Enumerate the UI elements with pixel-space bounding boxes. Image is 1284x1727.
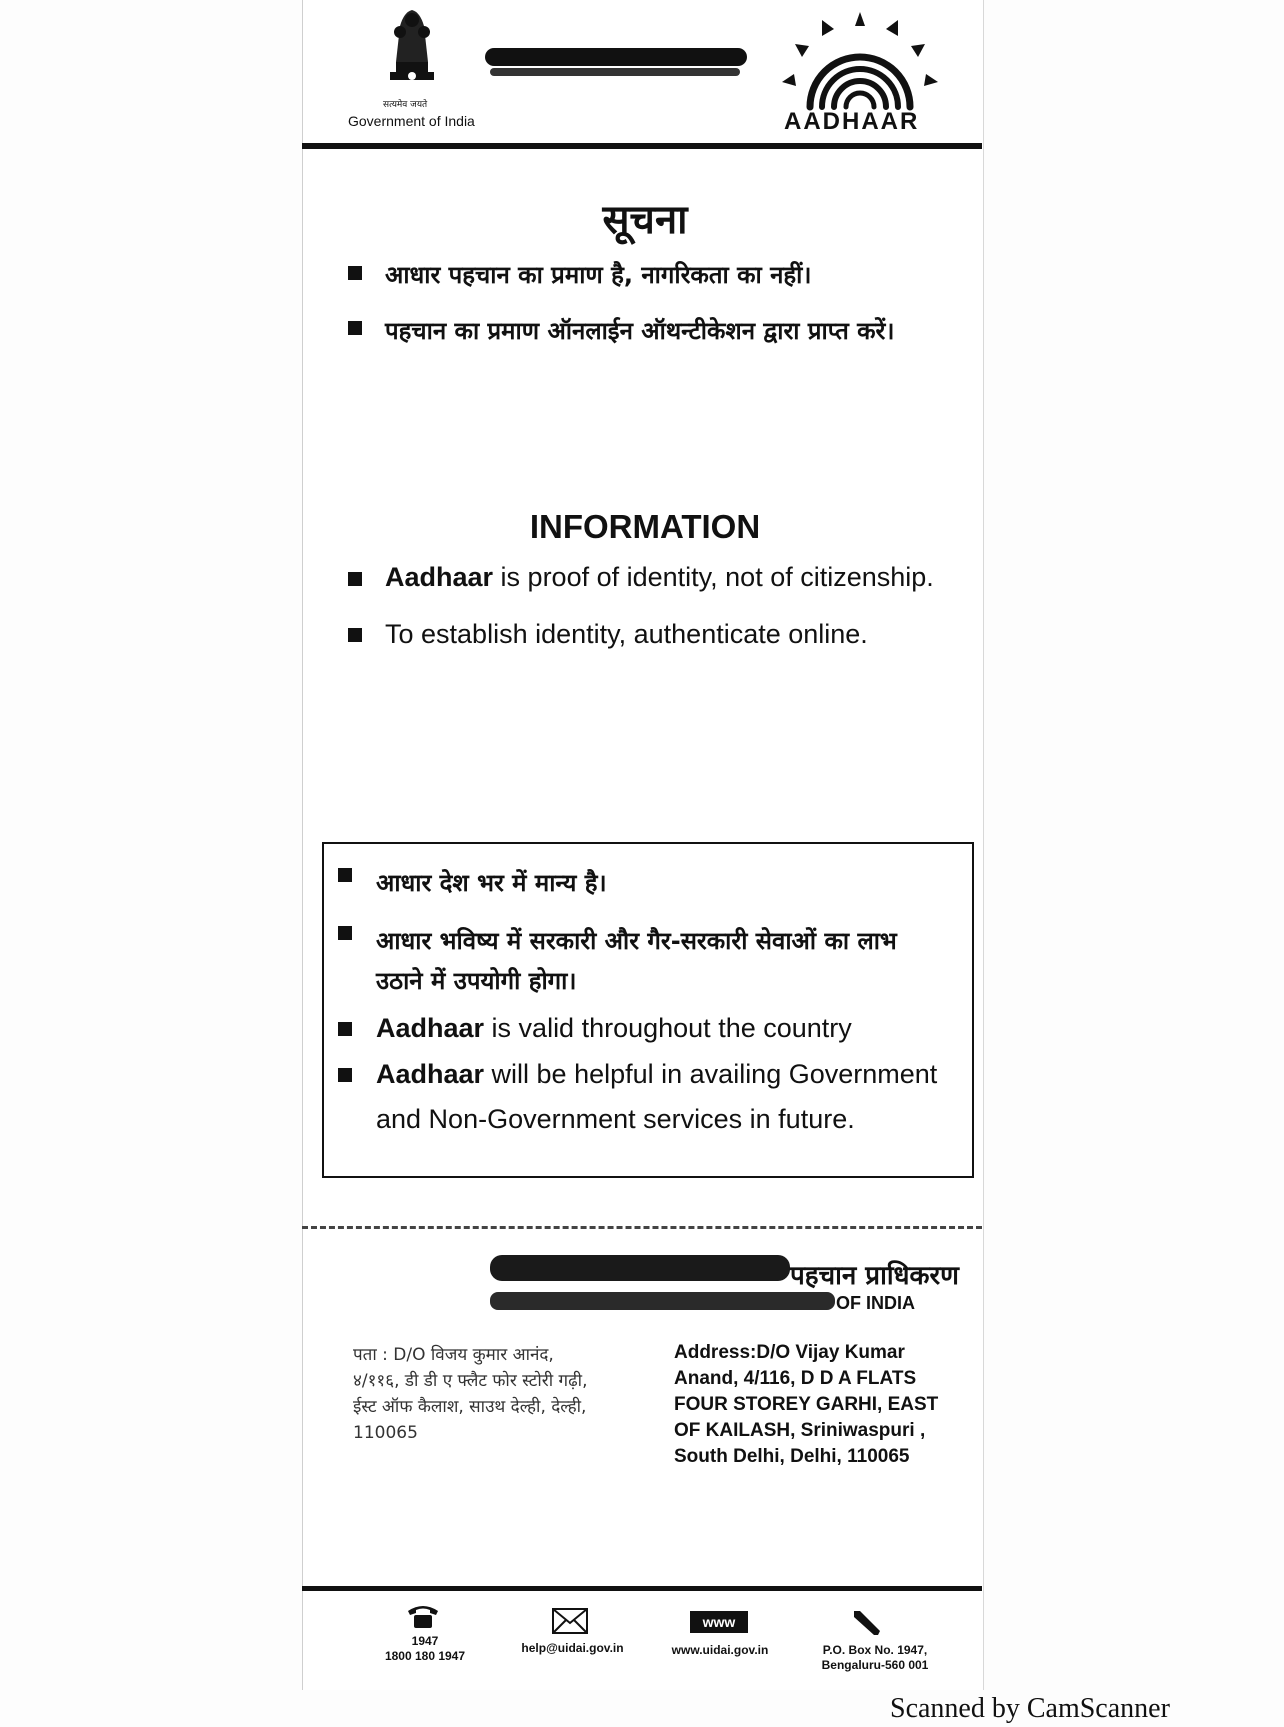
emblem-caption: सत्यमेव जयते — [383, 100, 428, 110]
redaction-mark — [490, 68, 740, 76]
www-badge-icon: www — [690, 1611, 748, 1633]
bullet-icon — [348, 572, 362, 586]
po-box — [800, 1643, 950, 1673]
website-address: www.uidai.gov.in — [671, 1643, 769, 1657]
address-english-line: Address:D/O Vijay Kumar — [674, 1342, 905, 1363]
mail-icon — [552, 1608, 588, 1634]
address-hindi-line: ईस्ट ऑफ कैलाश, साउथ देल्ही, देल्ही, — [353, 1397, 587, 1417]
address-english-line: FOUR STOREY GARHI, EAST — [674, 1394, 939, 1415]
address-hindi-line: पता : D/O विजय कुमार आनंद, — [353, 1345, 554, 1365]
box-english-item-1-text: is valid throughout the country — [484, 1013, 852, 1043]
bullet-icon — [348, 321, 362, 335]
bullet-icon — [338, 926, 352, 940]
bullet-icon — [348, 628, 362, 642]
aadhaar-brand-text: AADHAAR — [784, 108, 920, 135]
aadhaar-logo-icon — [770, 12, 950, 122]
phone-icon — [406, 1603, 440, 1629]
aadhaar-bold-word: Aadhaar — [385, 562, 494, 592]
aadhaar-bold-word: Aadhaar — [376, 1013, 485, 1043]
information-title: INFORMATION — [529, 508, 761, 545]
address-hindi — [353, 1342, 653, 1446]
header-divider — [302, 143, 982, 149]
box-english-item-1 — [376, 1013, 852, 1044]
information-item-2: To establish identity, authenticate online. — [385, 619, 868, 649]
phone-tollfree: 1800 180 1947 — [384, 1649, 466, 1663]
phone-short: 1947 — [411, 1634, 439, 1648]
po-box-line: Bengaluru-560 001 — [821, 1658, 929, 1672]
notice-hindi-item-2: पहचान का प्रमाण ऑनलाईन ऑथन्टीकेशन द्वारा प्राप्त करें। — [385, 317, 895, 345]
pen-icon — [852, 1609, 882, 1637]
notice-title-hindi: सूचना — [602, 197, 688, 243]
phone-numbers — [370, 1634, 480, 1664]
notice-hindi-item-1: आधार पहचान का प्रमाण है, नागरिकता का नहीं। — [385, 261, 812, 289]
national-emblem-icon — [382, 4, 442, 96]
box-hindi-item-2: आधार भविष्य में सरकारी और गैर-सरकारी सेवाओं का लाभ — [376, 927, 897, 955]
address-english-line: Anand, 4/116, D D A FLATS — [674, 1368, 917, 1389]
email-address: help@uidai.gov.in — [521, 1641, 624, 1655]
footer-divider — [302, 1586, 982, 1591]
redaction-mark — [490, 1255, 790, 1281]
box-hindi-item-2-cont: उठाने में उपयोगी होगा। — [376, 967, 577, 995]
address-english-line: OF KAILASH, Sriniwaspuri , — [674, 1420, 926, 1441]
bullet-icon — [348, 266, 362, 280]
authority-name-hindi: पहचान प्राधिकरण — [790, 1261, 959, 1291]
box-english-item-2 — [376, 1059, 937, 1090]
redaction-mark — [485, 48, 747, 66]
government-of-india-label: Government of India — [348, 113, 475, 129]
bullet-icon — [338, 1068, 352, 1082]
address-hindi-line: ४/११६, डी डी ए फ्लैट फोर स्टोरी गढ़ी, — [353, 1371, 588, 1391]
information-item-1-text: is proof of identity, not of citizenship. — [493, 562, 934, 592]
information-item-1 — [385, 562, 934, 593]
bullet-icon — [338, 868, 352, 882]
box-english-item-2-text: will be helpful in availing Government — [484, 1059, 938, 1089]
box-hindi-item-1: आधार देश भर में मान्य है। — [376, 869, 607, 897]
cut-line — [302, 1226, 982, 1229]
address-english-line: South Delhi, Delhi, 110065 — [674, 1446, 910, 1467]
camscanner-watermark: Scanned by CamScanner — [890, 1693, 1170, 1724]
bullet-icon — [338, 1022, 352, 1036]
po-box-line: P.O. Box No. 1947, — [822, 1643, 928, 1657]
authority-name-english: OF INDIA — [836, 1293, 915, 1313]
aadhaar-bold-word: Aadhaar — [376, 1059, 485, 1089]
address-hindi-line: 110065 — [353, 1423, 418, 1443]
address-english — [674, 1340, 974, 1470]
box-english-item-2-cont: and Non-Government services in future. — [376, 1104, 855, 1134]
redaction-mark — [490, 1292, 835, 1310]
